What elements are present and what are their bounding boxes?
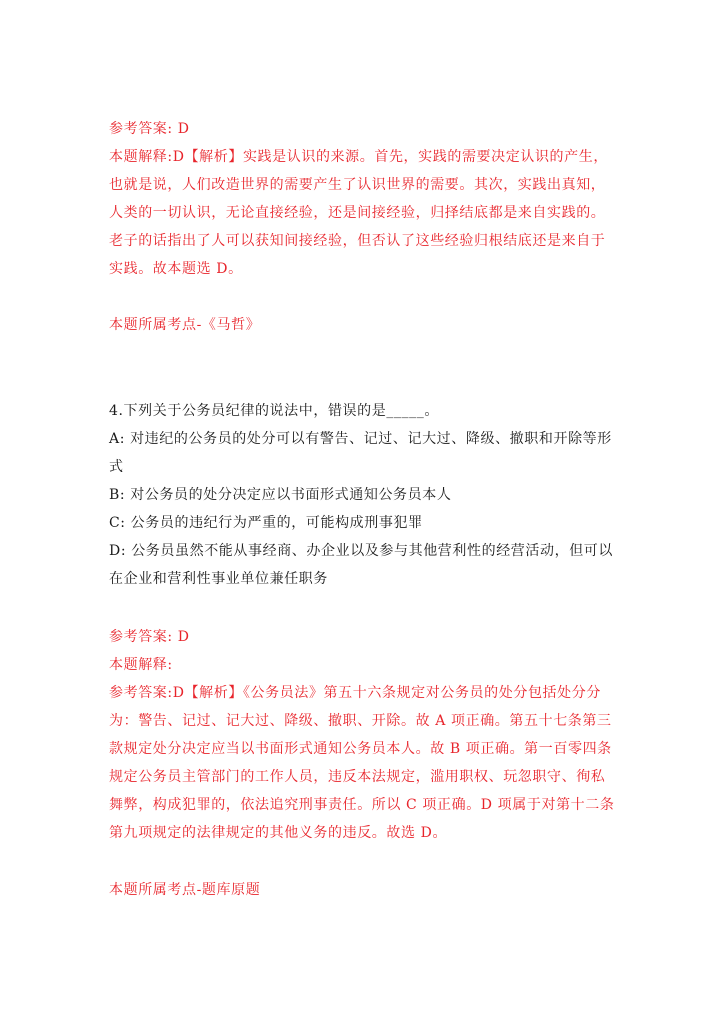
option-c: C: 公务员的违纪行为严重的，可能构成刑事犯罪 (109, 515, 423, 531)
option-d-continued: 在企业和营利性事业单位兼任职务 (109, 571, 328, 587)
explanation-line: 本题解释:D【解析】实践是认识的来源。首先，实践的需要决定认识的产生， (109, 149, 608, 165)
explanation-line: 款规定处分决定应当以书面形式通知公务员本人。故 B 项正确。第一百零四条 (109, 741, 612, 757)
explanation-line: 也就是说，人们改造世界的需要产生了认识世界的需要。其次，实践出真知， (109, 177, 606, 193)
answer-section-4 (109, 623, 619, 847)
explanation-line: 为：警告、记过、记大过、降级、撤职、开除。故 A 项正确。第五十七条第三 (109, 713, 612, 729)
topic-label: 本题所属考点-题库原题 (109, 882, 261, 898)
explanation-line: 规定公务员主管部门的工作人员，违反本法规定，滥用职权、玩忽职守、徇私 (109, 769, 606, 785)
explanation-line: 人类的一切认识，无论直接经验，还是间接经验，归择结底都是来自实践的。 (109, 205, 606, 221)
option-a-continued: 式 (109, 459, 124, 475)
question-4 (109, 397, 619, 593)
option-b: B: 对公务员的处分决定应以书面形式通知公务员本人 (109, 487, 452, 503)
explanation-line: 实践。故本题选 D。 (109, 261, 243, 277)
reference-answer: 参考答案: D (109, 629, 190, 645)
explanation-line: 舞弊，构成犯罪的，依法追究刑事责任。所以 C 项正确。D 项属于对第十二条 (109, 797, 615, 813)
question-stem: 4.下列关于公务员纪律的说法中，错误的是_____。 (109, 403, 439, 419)
explanation-line: 老子的话指出了人可以获知间接经验，但否认了这些经验归根结底还是来自于 (109, 233, 606, 249)
topic-label: 本题所属考点-《马哲》 (109, 317, 261, 333)
explanation-line: 第九项规定的法律规定的其他义务的违反。故选 D。 (109, 825, 448, 841)
answer-section-3 (109, 115, 619, 283)
explanation-label: 本题解释: (109, 657, 173, 673)
option-a: A: 对违纪的公务员的处分可以有警告、记过、记大过、降级、撤职和开除等形 (109, 431, 612, 447)
option-d: D: 公务员虽然不能从事经商、办企业以及参与其他营利性的经营活动，但可以 (109, 543, 613, 559)
reference-answer: 参考答案: D (109, 121, 190, 137)
topic-section-4 (109, 876, 619, 904)
explanation-line: 参考答案:D【解析】《公务员法》第五十六条规定对公务员的处分包括处分分 (109, 685, 601, 701)
topic-section-3 (109, 311, 619, 339)
